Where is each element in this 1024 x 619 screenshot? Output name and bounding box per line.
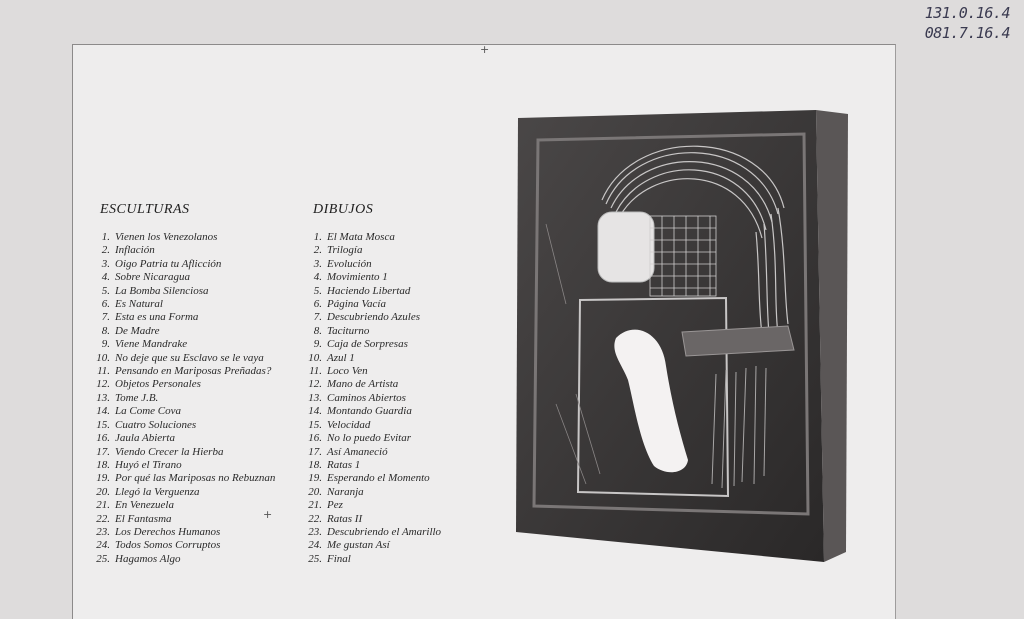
esculturas-item — [88, 271, 275, 284]
dibujos-item-number: 10. — [308, 351, 322, 364]
dibujos-item-number: 2. — [313, 244, 322, 257]
esculturas-item — [88, 392, 275, 405]
esculturas-item — [88, 499, 275, 512]
esculturas-item — [88, 539, 275, 552]
dibujos-item-number: 23. — [308, 525, 322, 538]
dibujos-item-number: 15. — [308, 418, 322, 431]
esculturas-item-number: 18. — [96, 458, 110, 471]
esculturas-item-title: Pensando en Mariposas Preñadas? — [115, 365, 272, 378]
dibujos-item — [300, 285, 441, 298]
dibujos-item-number: 17. — [308, 445, 322, 458]
esculturas-item-number: 9. — [101, 338, 110, 351]
esculturas-title: ESCULTURAS — [100, 202, 190, 217]
esculturas-item-title: Todos Somos Corruptos — [115, 539, 221, 552]
esculturas-item — [88, 298, 275, 311]
dibujos-item — [300, 352, 441, 365]
dibujos-item — [300, 513, 441, 526]
dibujos-item-title: El Mata Mosca — [327, 231, 395, 243]
dibujos-item — [300, 459, 441, 472]
dibujos-item-title: Me gustan Así — [327, 539, 390, 552]
dibujos-item-number: 20. — [308, 485, 322, 498]
dibujos-item-number: 25. — [308, 552, 322, 565]
dibujos-item-title: Movimiento 1 — [327, 271, 388, 284]
esculturas-item — [88, 352, 275, 365]
dibujos-item — [300, 365, 441, 378]
dibujos-item — [300, 244, 441, 257]
dibujos-item-number: 8. — [313, 324, 322, 337]
esculturas-item-number: 12. — [96, 378, 110, 391]
dibujos-item — [300, 419, 441, 432]
dibujos-item — [300, 432, 441, 445]
dibujos-item — [300, 338, 441, 351]
dibujos-item-title: Página Vacía — [327, 298, 386, 311]
dibujos-item-title: Caminos Abiertos — [327, 391, 406, 404]
dibujos-title: DIBUJOS — [313, 202, 374, 217]
dibujos-item-title: Loco Ven — [327, 365, 368, 378]
esculturas-item — [88, 526, 275, 539]
dibujos-item-number: 18. — [308, 458, 322, 471]
esculturas-item — [88, 419, 275, 432]
dibujos-item-number: 7. — [313, 311, 322, 324]
esculturas-item — [88, 553, 275, 566]
dibujos-item — [300, 258, 441, 271]
esculturas-item-title: Es Natural — [115, 298, 163, 311]
dibujos-list — [300, 231, 441, 566]
dibujos-item-title: Descubriendo el Amarillo — [327, 525, 442, 538]
dibujos-item — [300, 325, 441, 338]
esculturas-item — [88, 311, 275, 324]
esculturas-item — [88, 446, 275, 459]
esculturas-item-number: 23. — [96, 525, 110, 538]
dibujos-item-number: 11. — [309, 365, 322, 378]
dibujos-item — [300, 472, 441, 485]
dibujos-item — [300, 539, 441, 552]
esculturas-item-title: Sobre Nicaragua — [115, 271, 191, 284]
esculturas-item-title: La Bomba Silenciosa — [115, 284, 209, 297]
catalog-code-2: 081.7.16.4 — [924, 24, 1010, 42]
esculturas-item-title: Objetos Personales — [115, 378, 201, 391]
esculturas-item-number: 11. — [97, 365, 110, 378]
esculturas-item-title: No deje que su Esclavo se le vaya — [115, 351, 264, 364]
dibujos-item-number: 5. — [313, 284, 322, 297]
esculturas-item-title: Llegó la Verguenza — [115, 485, 200, 498]
esculturas-list — [88, 231, 275, 566]
esculturas-item-number: 2. — [101, 244, 110, 257]
dibujos-item-title: Haciendo Libertad — [327, 284, 411, 297]
esculturas-item — [88, 486, 275, 499]
dibujos-item — [300, 392, 441, 405]
dibujos-item — [300, 405, 441, 418]
esculturas-item-title: Jaula Abierta — [115, 432, 175, 445]
esculturas-item-title: Huyó el Tirano — [115, 458, 182, 471]
dibujos-item-number: 24. — [308, 539, 322, 552]
esculturas-item-number: 24. — [96, 539, 110, 552]
dibujos-item-title: Ratas 1 — [327, 458, 361, 471]
esculturas-item-title: Por qué las Mariposas no Rebuznan — [115, 472, 276, 485]
esculturas-item-title: De Madre — [115, 324, 160, 337]
registration-mark: + — [480, 43, 490, 56]
esculturas-item-title: En Venezuela — [115, 499, 174, 512]
dibujos-item — [300, 231, 441, 244]
esculturas-item-number: 22. — [96, 512, 110, 525]
dibujos-item-number: 19. — [308, 472, 322, 485]
dibujos-item — [300, 311, 441, 324]
esculturas-item-number: 19. — [96, 472, 110, 485]
esculturas-item-number: 14. — [96, 405, 110, 418]
dibujos-item-title: Esperando el Momento — [327, 472, 430, 485]
esculturas-item-title: Esta es una Forma — [115, 311, 199, 324]
dibujos-item-number: 13. — [308, 391, 322, 404]
esculturas-item-number: 5. — [101, 284, 110, 297]
dibujos-item-title: Pez — [327, 499, 343, 512]
esculturas-item-number: 20. — [96, 485, 110, 498]
esculturas-item-number: 21. — [96, 499, 110, 512]
dibujos-item-title: Evolución — [327, 257, 372, 270]
dibujos-item — [300, 446, 441, 459]
dibujos-item-number: 9. — [313, 338, 322, 351]
esculturas-item-title: La Come Cova — [115, 405, 181, 418]
esculturas-item — [88, 258, 275, 271]
esculturas-item — [88, 378, 275, 391]
dibujos-item-number: 1. — [313, 231, 322, 243]
esculturas-item — [88, 405, 275, 418]
esculturas-item-number: 13. — [96, 391, 110, 404]
esculturas-item-number: 7. — [101, 311, 110, 324]
dibujos-item-title: Montando Guardia — [327, 405, 412, 418]
esculturas-item-number: 6. — [101, 298, 110, 311]
dibujos-item-number: 4. — [313, 271, 322, 284]
esculturas-item — [88, 513, 275, 526]
esculturas-item — [88, 244, 275, 257]
dibujos-item-title: Caja de Sorpresas — [327, 338, 408, 351]
esculturas-item-number: 4. — [101, 271, 110, 284]
dibujos-item — [300, 526, 441, 539]
dibujos-item-title: Velocidad — [327, 418, 371, 431]
dibujos-item-number: 14. — [308, 405, 322, 418]
dibujos-item-title: Mano de Artista — [327, 378, 399, 391]
dibujos-item-title: Taciturno — [327, 324, 370, 337]
dibujos-item-number: 21. — [308, 499, 322, 512]
dibujos-item-title: Azul 1 — [327, 351, 355, 364]
dibujos-item-title: Naranja — [327, 485, 364, 498]
esculturas-item-number: 10. — [96, 351, 110, 364]
dibujos-item-number: 3. — [313, 257, 322, 270]
esculturas-item-number: 16. — [96, 432, 110, 445]
esculturas-item — [88, 432, 275, 445]
dibujos-item-number: 22. — [308, 512, 322, 525]
esculturas-item-title: Tome J.B. — [115, 391, 159, 404]
dibujos-item-number: 6. — [313, 298, 322, 311]
registration-mark: + — [263, 508, 273, 521]
esculturas-item-title: El Fantasma — [115, 512, 172, 525]
esculturas-item — [88, 231, 275, 244]
dibujos-item-title: Ratas II — [327, 512, 363, 525]
dibujos-item — [300, 553, 441, 566]
dibujos-item — [300, 486, 441, 499]
esculturas-item — [88, 365, 275, 378]
esculturas-item-title: Viendo Crecer la Hierba — [115, 445, 224, 458]
dibujos-item-number: 12. — [308, 378, 322, 391]
esculturas-item — [88, 459, 275, 472]
esculturas-item-title: Inflación — [115, 244, 155, 257]
esculturas-item — [88, 472, 275, 485]
esculturas-item-title: Oigo Patria tu Aflicción — [115, 257, 222, 270]
dibujos-item — [300, 271, 441, 284]
dibujos-item — [300, 298, 441, 311]
dibujos-item-number: 16. — [308, 432, 322, 445]
esculturas-item — [88, 338, 275, 351]
esculturas-item-title: Los Derechos Humanos — [115, 525, 221, 538]
esculturas-item-number: 15. — [96, 418, 110, 431]
dibujos-item-title: Así Amaneció — [327, 445, 388, 458]
dibujos-item-title: Descubriendo Azules — [327, 311, 420, 324]
esculturas-item-number: 17. — [96, 445, 110, 458]
esculturas-item-number: 1. — [101, 231, 110, 243]
sculpture-photo — [516, 104, 850, 564]
dibujos-item — [300, 378, 441, 391]
esculturas-item-title: Hagamos Algo — [115, 552, 181, 565]
dibujos-item — [300, 499, 441, 512]
esculturas-item — [88, 285, 275, 298]
esculturas-item-title: Cuatro Soluciones — [115, 418, 197, 431]
esculturas-item-title: Viene Mandrake — [115, 338, 188, 351]
esculturas-item-number: 8. — [101, 324, 110, 337]
catalog-code-1: 131.0.16.4 — [924, 4, 1010, 22]
esculturas-item-title: Vienen los Venezolanos — [115, 231, 218, 243]
dibujos-item-title: Final — [327, 552, 351, 565]
esculturas-item-number: 3. — [101, 257, 110, 270]
dibujos-item-title: Trilogía — [327, 244, 363, 257]
esculturas-item-number: 25. — [96, 552, 110, 565]
dibujos-item-title: No lo puedo Evitar — [327, 432, 412, 445]
esculturas-item — [88, 325, 275, 338]
